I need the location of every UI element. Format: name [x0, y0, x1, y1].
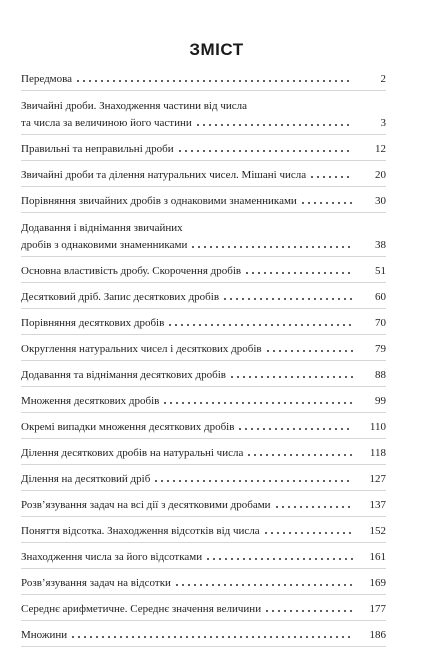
dot-leader [162, 401, 353, 405]
toc-entry-line [21, 342, 356, 356]
dot-leader [265, 349, 353, 353]
toc-entry-page-number: 118 [369, 447, 386, 459]
toc-entry-page-number: 110 [369, 421, 386, 433]
toc-entry-title-line: Додавання і віднімання звичайних [21, 222, 183, 234]
toc-entry-page-number: 161 [369, 551, 386, 563]
toc-entry-line [21, 498, 356, 512]
dot-leader [75, 79, 353, 83]
toc-entry-title-line: Звичайні дроби. Знаходження частини від числа [21, 100, 248, 112]
toc-entry-page-number: 12 [375, 143, 386, 155]
toc-entry[interactable] [21, 213, 386, 257]
toc-entry[interactable] [21, 491, 386, 517]
dot-leader [222, 297, 353, 301]
toc-entry[interactable] [21, 187, 386, 213]
dot-leader [274, 505, 353, 509]
toc-entry-page-number: 152 [369, 525, 386, 537]
toc-entry-title: Окремі випадки множення десяткових дробів [21, 421, 235, 433]
toc-entry-line [21, 628, 356, 642]
toc-entry-title: Множення десяткових дробів [21, 395, 160, 407]
dot-leader [237, 427, 353, 431]
toc-entry[interactable] [21, 161, 386, 187]
toc-entry-title: Розв’язування задач на відсотки [21, 577, 171, 589]
toc-entry-page-number: 38 [375, 239, 386, 251]
toc-entry-title: Десятковий дріб. Запис десяткових дробів [21, 291, 220, 303]
toc-entry[interactable] [21, 335, 386, 361]
dot-leader [195, 123, 353, 127]
toc-entry-title: Множини [21, 629, 68, 641]
toc-entry-page-number: 177 [369, 603, 386, 615]
toc-entry-line [21, 116, 356, 130]
toc-entry-line [21, 168, 356, 182]
toc-entry[interactable] [21, 135, 386, 161]
toc-entry[interactable] [21, 595, 386, 621]
toc-entry-title: та числа за величиною його частини [21, 117, 192, 129]
page-title: ЗМІСТ [189, 40, 244, 59]
toc-entry-line [21, 446, 356, 460]
toc-entry-title: Поняття відсотка. Знаходження відсотків від числа [21, 525, 260, 537]
toc-entry-page-number: 137 [369, 499, 386, 511]
toc-entry[interactable] [21, 283, 386, 309]
dot-leader [190, 245, 353, 249]
toc-entry-line [21, 576, 356, 590]
dot-leader [300, 201, 353, 205]
toc-entry-line [21, 194, 356, 208]
toc-entry-page-number: 20 [375, 169, 386, 181]
dot-leader [167, 323, 353, 327]
toc-entry-page-number: 70 [375, 317, 386, 329]
toc-entry-line [21, 602, 356, 616]
toc-entry-page-number: 3 [380, 117, 386, 129]
toc-entry-title: Ділення десяткових дробів на натуральні числа [21, 447, 244, 459]
dot-leader [263, 531, 353, 535]
dot-leader [205, 557, 353, 561]
toc-entry-title: Ділення на десятковий дріб [21, 473, 151, 485]
toc-entry[interactable] [21, 257, 386, 283]
toc-entry[interactable] [21, 91, 386, 135]
toc-entry[interactable] [21, 621, 386, 647]
dot-leader [177, 149, 353, 153]
toc-entry-line [21, 394, 356, 408]
toc-entry-title: Порівняння звичайних дробів з однаковими знаменниками [21, 195, 297, 207]
toc-entry-title: Основна властивість дробу. Скорочення дробів [21, 265, 242, 277]
toc-entry-page-number: 2 [380, 73, 386, 85]
toc-entry[interactable] [21, 387, 386, 413]
toc-entry-line [21, 290, 356, 304]
toc-entry-page-number: 60 [375, 291, 386, 303]
toc-entry-title: Знаходження числа за його відсотками [21, 551, 203, 563]
toc-entry-title: Порівняння десяткових дробів [21, 317, 165, 329]
dot-leader [244, 271, 353, 275]
toc-entry-line [21, 472, 356, 486]
toc-entry-title: Додавання та віднімання десяткових дробів [21, 369, 226, 381]
dot-leader [309, 175, 353, 179]
toc-entry[interactable] [21, 65, 386, 91]
dot-leader [246, 453, 353, 457]
toc-entry-page-number: 186 [369, 629, 386, 641]
toc-entry[interactable] [21, 465, 386, 491]
toc-entry-line [21, 368, 356, 382]
toc-entry-line [21, 420, 356, 434]
toc-entry-title: дробів з однаковими знаменниками [21, 239, 188, 251]
toc-entry-line [21, 550, 356, 564]
toc-entry[interactable] [21, 517, 386, 543]
toc-entry-line [21, 142, 356, 156]
toc-entry-page-number: 169 [369, 577, 386, 589]
toc-entry-page-number: 51 [375, 265, 386, 277]
dot-leader [174, 583, 353, 587]
toc-entry-page-number: 127 [369, 473, 386, 485]
toc-entry-title: Передмова [21, 73, 73, 85]
toc-entry-title: Розв’язування задач на всі дії з десятковими дробами [21, 499, 271, 511]
toc-entry-line [21, 316, 356, 330]
toc-entry-title: Звичайні дроби та ділення натуральних чисел. Мішані числа [21, 169, 307, 181]
toc-entry-line [21, 72, 356, 86]
dot-leader [229, 375, 353, 379]
toc-entry-page-number: 88 [375, 369, 386, 381]
toc-entry-title: Округлення натуральних чисел і десяткових дробів [21, 343, 262, 355]
toc-entry-page-number: 30 [375, 195, 386, 207]
dot-leader [264, 609, 353, 613]
toc-entry[interactable] [21, 569, 386, 595]
table-of-contents [21, 65, 386, 647]
dot-leader [153, 479, 353, 483]
toc-entry[interactable] [21, 439, 386, 465]
toc-entry-line [21, 264, 356, 278]
toc-entry-page-number: 79 [375, 343, 386, 355]
toc-entry[interactable] [21, 543, 386, 569]
toc-entry-line [21, 524, 356, 538]
toc-entry-title: Правильні та неправильні дроби [21, 143, 174, 155]
dot-leader [70, 635, 353, 639]
toc-entry-title: Середнє арифметичне. Середнє значення величини [21, 603, 262, 615]
toc-entry-page-number: 99 [375, 395, 386, 407]
toc-entry-line [21, 238, 356, 252]
toc-entry[interactable] [21, 309, 386, 335]
toc-entry[interactable] [21, 361, 386, 387]
toc-entry[interactable] [21, 413, 386, 439]
